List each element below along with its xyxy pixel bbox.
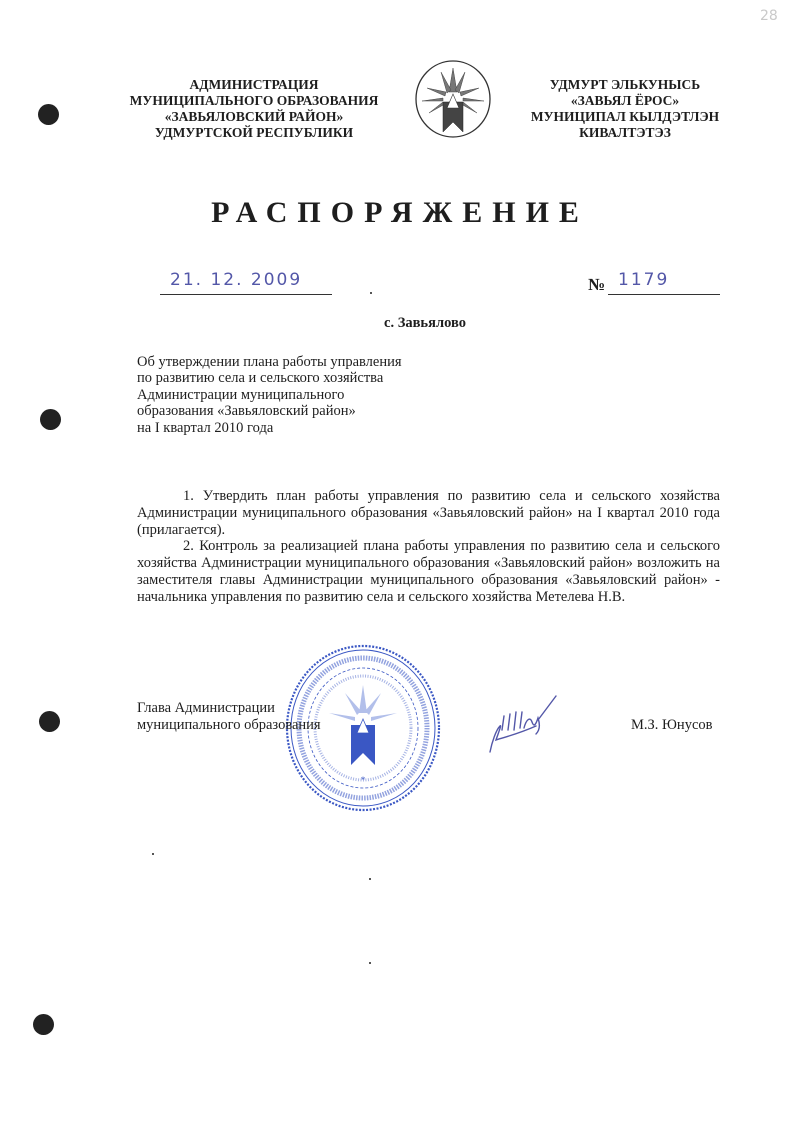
header-right-org-name bbox=[520, 77, 730, 141]
handwritten-signature-icon bbox=[478, 690, 568, 760]
scan-speck bbox=[370, 292, 372, 294]
header-left-line: АДМИНИСТРАЦИЯ bbox=[189, 77, 319, 92]
body-paragraph: 1. Утвердить план работы управления по развитию села и сельского хозяйства Администрации муниципального образования «Завьяловский район» на I квартал 2010 года (прилагается). bbox=[137, 488, 720, 538]
svg-text:*: * bbox=[360, 775, 366, 785]
header-left-org-name bbox=[120, 77, 388, 141]
number-sign: № bbox=[588, 275, 606, 294]
body-paragraph: 2. Контроль за реализацией плана работы управления по развитию села и сельского хозяйства Администрации муниципального образования «Завьяловский район» возложить на заместителя главы Администрации муниципального образования «Завьяловский район» - начальника управления по развитию села и сельского хозяйства Метелева Н.В. bbox=[137, 538, 720, 605]
document-number: 1179 bbox=[618, 270, 670, 290]
punch-hole bbox=[40, 409, 61, 430]
header-left-line: «ЗАВЬЯЛОВСКИЙ РАЙОН» bbox=[164, 109, 344, 124]
signatory-title-line: муниципального образования bbox=[137, 717, 321, 733]
subject-line: на I квартал 2010 года bbox=[137, 419, 274, 436]
subject-line: образования «Завьяловский район» bbox=[137, 403, 356, 420]
header-right-line: КИВАЛТЭТЭЗ bbox=[579, 125, 671, 140]
punch-hole bbox=[39, 711, 60, 732]
header-left-line: УДМУРТСКОЙ РЕСПУБЛИКИ bbox=[154, 125, 354, 140]
header-right-line: «ЗАВЬЯЛ ЁРОС» bbox=[570, 93, 680, 108]
document-subject bbox=[137, 354, 402, 436]
document-title: РАСПОРЯЖЕНИЕ bbox=[211, 196, 589, 229]
header-left-line: МУНИЦИПАЛЬНОГО ОБРАЗОВАНИЯ bbox=[129, 93, 379, 108]
header-right-line: УДМУРТ ЭЛЬКУНЫСЬ bbox=[549, 77, 701, 92]
subject-line: Администрации муниципального bbox=[137, 386, 345, 403]
district-coat-of-arms-icon bbox=[413, 58, 493, 140]
subject-line: Об утверждении плана работы управления bbox=[137, 354, 402, 370]
scan-speck bbox=[369, 878, 371, 880]
document-date: 21. 12. 2009 bbox=[170, 270, 303, 290]
punch-hole bbox=[38, 104, 59, 125]
signatory-title bbox=[137, 700, 321, 734]
header-right-line: МУНИЦИПАЛ КЫЛДЭТЛЭН bbox=[530, 109, 720, 124]
subject-line: по развитию села и сельского хозяйства bbox=[137, 370, 384, 387]
signatory-title-line: Глава Администрации bbox=[137, 700, 275, 716]
signatory-name: М.З. Юнусов bbox=[631, 717, 713, 733]
scan-speck bbox=[152, 853, 154, 855]
scan-speck bbox=[369, 962, 371, 964]
punch-hole bbox=[33, 1014, 54, 1035]
document-body bbox=[137, 488, 720, 606]
document-place: с. Завьялово bbox=[384, 315, 466, 331]
page-corner-mark: 28 bbox=[760, 8, 778, 24]
